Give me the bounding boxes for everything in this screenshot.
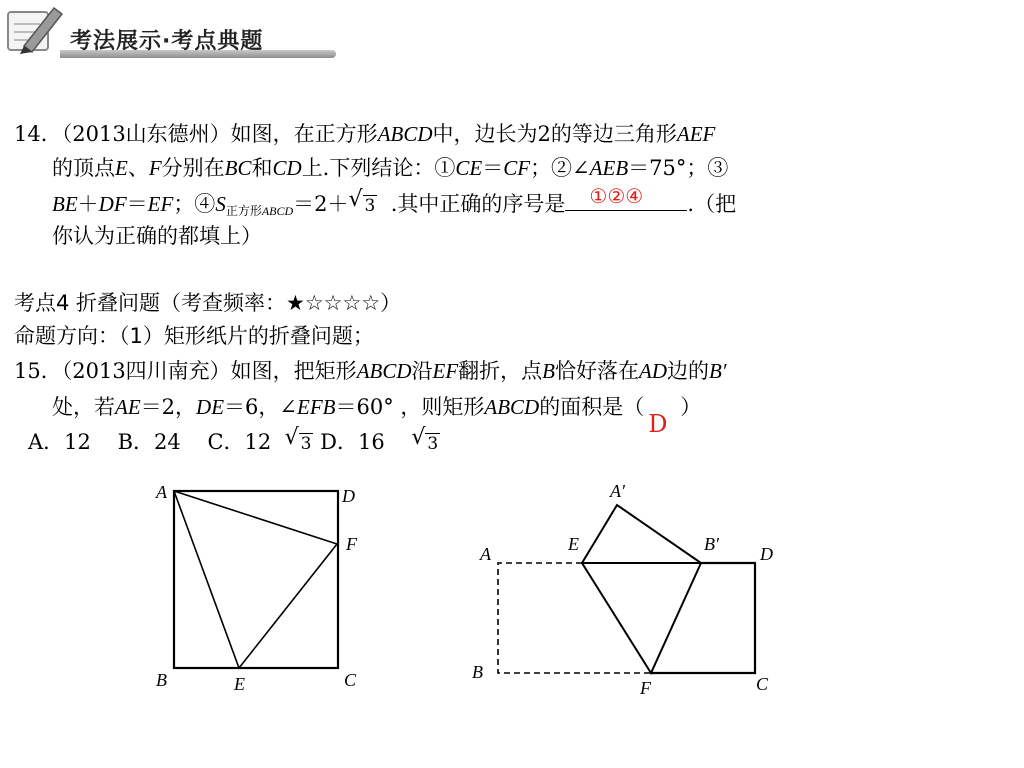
label-D: D xyxy=(342,486,355,506)
label-B-prime: B′ xyxy=(704,534,719,554)
label-F: F xyxy=(346,534,357,554)
triangle-aef xyxy=(174,491,337,668)
label-F: F xyxy=(640,678,651,698)
topic-heading: 考点4 折叠问题（考查频率：★☆☆☆☆） xyxy=(14,291,402,315)
label-E: E xyxy=(568,534,579,554)
option-d: D．16 √ 3 xyxy=(320,425,439,454)
pencil-icon xyxy=(2,2,66,60)
header-title: 考法展示·考点典题 xyxy=(70,29,264,54)
q14-line-4: 你认为正确的都填上） xyxy=(52,224,262,248)
label-A: A xyxy=(480,544,491,564)
label-A-prime: A′ xyxy=(610,481,625,501)
section-header xyxy=(0,0,340,64)
q14-answer-blank xyxy=(565,184,687,211)
label-C: C xyxy=(344,670,357,690)
q15-options xyxy=(28,425,440,458)
label-C: C xyxy=(756,674,769,694)
q15-line-2: 处，若AE＝2，DE＝6，∠EFB＝60° ，则矩形ABCD的面积是（ D ） xyxy=(52,395,702,438)
label-B: B xyxy=(472,662,483,682)
folded-part xyxy=(582,505,701,673)
q14-line-2: 的顶点E、F分别在BC和CD上.下列结论：①CE＝CF；②∠AEB＝75°；③ xyxy=(52,156,729,180)
original-rectangle-dashed xyxy=(498,563,651,673)
sqrt-3: √ 3 xyxy=(348,187,376,216)
label-B: B xyxy=(156,670,167,690)
label-E: E xyxy=(234,674,245,694)
topic-direction: 命题方向：（1）矩形纸片的折叠问题； xyxy=(14,324,374,348)
label-A: A xyxy=(156,482,167,502)
option-a: A．12 xyxy=(28,430,91,454)
label-D: D xyxy=(760,544,773,564)
q14-line-3: BE＋DF＝EF；$④S_{正方形ABCD}=2+$ √ 3 .其中正确的序号是 ①②④ .（把 xyxy=(52,184,737,218)
figure-square-triangle xyxy=(150,478,370,698)
option-c: C．12 √ 3 xyxy=(207,425,312,454)
q15-answer: D xyxy=(648,410,668,438)
q15-line-1: 15．（2013四川南充）如图，把矩形ABCD沿EF翻折，点B恰好落在AD边的B′ xyxy=(14,359,727,383)
figure-folded-rectangle xyxy=(464,478,784,702)
option-b: B．24 xyxy=(117,430,181,454)
q14-line-1: 14．（2013山东德州）如图，在正方形ABCD中，边长为2的等边三角形AEF xyxy=(14,122,716,146)
rectangle-remaining xyxy=(651,563,755,673)
q14-answer: ①②④ xyxy=(589,184,644,208)
